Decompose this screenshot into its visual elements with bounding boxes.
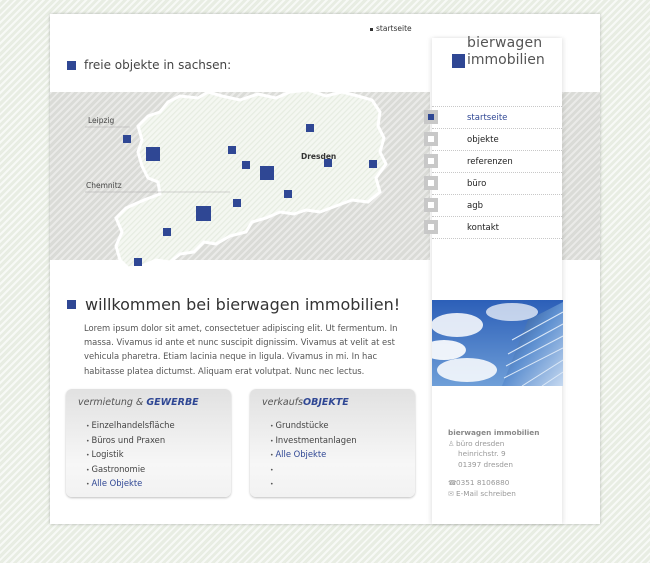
- verkaufsobjekte-box: [250, 389, 415, 497]
- objekte-title-strong: OBJEKTE: [303, 397, 349, 408]
- objekte-all-objects-link[interactable]: • Alle Objekte: [270, 447, 357, 462]
- property-marker[interactable]: [242, 161, 250, 169]
- saxony-map[interactable]: [80, 82, 420, 282]
- property-marker[interactable]: [306, 124, 314, 132]
- sidebar: [432, 35, 562, 524]
- leipzig-label: Leipzig: [88, 116, 115, 125]
- gewerbe-all-objects-link[interactable]: • Alle Objekte: [86, 476, 175, 491]
- gewerbe-list: [86, 418, 175, 491]
- saxony-region-shape: [116, 90, 386, 268]
- property-marker[interactable]: [196, 206, 211, 221]
- sidebar-item-label: agb: [467, 201, 483, 211]
- property-marker[interactable]: [146, 147, 160, 161]
- contact-email-link[interactable]: E-Mail schreiben: [456, 488, 516, 498]
- objekte-item-empty: [270, 476, 357, 491]
- nav-square-icon: [424, 132, 438, 146]
- sidebar-nav: [432, 106, 562, 239]
- property-marker[interactable]: [228, 146, 236, 154]
- verkaufsobjekte-box-title: [262, 397, 349, 408]
- gewerbe-item[interactable]: • Einzelhandelsfläche: [86, 418, 175, 433]
- objekte-item[interactable]: • Grundstücke: [270, 418, 357, 433]
- property-marker[interactable]: [284, 190, 292, 198]
- sidebar-item-label: referenzen: [467, 157, 513, 167]
- contact-city: 01397 dresden: [458, 459, 514, 469]
- welcome-text: Lorem ipsum dolor sit amet, consectetuer adipiscing elit. Ut fermentum. In massa. Vivamus id ante et nunc suscipit dignissim. Vivamus at velit at est vehicula pharetra. Etiam lacinia neque in ligula. Vivamus in mi. In hac habitasse platea dictumst. Aliquam erat volutpat. Nunc nec lectus.: [84, 323, 398, 376]
- person-icon: ♙: [448, 439, 455, 448]
- gewerbe-title-prefix: vermietung &: [78, 397, 144, 408]
- contact-block: [448, 428, 539, 499]
- property-marker[interactable]: [233, 199, 241, 207]
- sidebar-item-referenzen[interactable]: [432, 151, 562, 173]
- building-photo: [432, 300, 563, 386]
- property-marker[interactable]: [163, 228, 171, 236]
- map-heading-text: freie objekte in sachsen:: [84, 58, 232, 72]
- sidebar-item-agb[interactable]: [432, 195, 562, 217]
- gewerbe-item[interactable]: • Logistik: [86, 447, 175, 462]
- objekte-item[interactable]: • Investmentanlagen: [270, 433, 357, 448]
- phone-icon: ☎: [448, 479, 457, 487]
- logo-square-icon: [452, 54, 465, 68]
- top-nav-startseite-label: startseite: [376, 24, 412, 33]
- contact-street: heinrichstr. 9: [458, 449, 506, 458]
- contact-company: bierwagen immobilien: [448, 428, 540, 437]
- mail-icon: ✉: [448, 489, 454, 498]
- welcome-heading: [67, 295, 400, 314]
- logo-line1: bierwagen: [467, 35, 543, 51]
- property-marker[interactable]: [260, 166, 274, 180]
- nav-square-icon: [424, 154, 438, 168]
- welcome-title: willkommen bei bierwagen immobilien!: [85, 295, 401, 314]
- map-heading: [67, 58, 231, 72]
- objekte-list: [270, 418, 357, 491]
- gewerbe-box-title: [78, 397, 199, 408]
- sidebar-item-buero[interactable]: [432, 173, 562, 195]
- square-bullet-icon: [67, 61, 76, 70]
- nav-square-icon: [424, 176, 438, 190]
- sidebar-item-kontakt[interactable]: [432, 217, 562, 239]
- sidebar-item-label: büro: [467, 179, 487, 189]
- contact-office: büro dresden: [456, 438, 505, 448]
- bullet-icon: [370, 28, 373, 31]
- nav-square-icon: [424, 220, 438, 234]
- sidebar-item-label: startseite: [467, 113, 508, 123]
- sidebar-item-label: objekte: [467, 135, 499, 145]
- gewerbe-item[interactable]: • Büros und Praxen: [86, 433, 175, 448]
- page-container: [50, 14, 600, 524]
- map-band-right: [562, 92, 600, 260]
- objekte-item-empty: [270, 462, 357, 477]
- chemnitz-label: Chemnitz: [86, 181, 122, 190]
- top-nav-startseite-link[interactable]: [370, 24, 412, 33]
- dresden-label: Dresden: [301, 152, 337, 161]
- gewerbe-box: [66, 389, 231, 497]
- objekte-title-prefix: verkaufs: [262, 397, 304, 408]
- sidebar-item-startseite[interactable]: [432, 106, 562, 129]
- sidebar-item-objekte[interactable]: [432, 129, 562, 151]
- property-marker[interactable]: [123, 135, 131, 143]
- nav-square-icon: [424, 198, 438, 212]
- gewerbe-item[interactable]: • Gastronomie: [86, 462, 175, 477]
- nav-square-icon: [424, 110, 438, 124]
- property-marker[interactable]: [134, 258, 142, 266]
- gewerbe-title-strong: GEWERBE: [146, 397, 199, 408]
- logo-line2: immobilien: [467, 52, 545, 68]
- contact-phone: 0351 8106880: [456, 478, 510, 487]
- property-marker[interactable]: [369, 160, 377, 168]
- square-bullet-icon: [67, 300, 76, 309]
- sidebar-item-label: kontakt: [467, 223, 500, 233]
